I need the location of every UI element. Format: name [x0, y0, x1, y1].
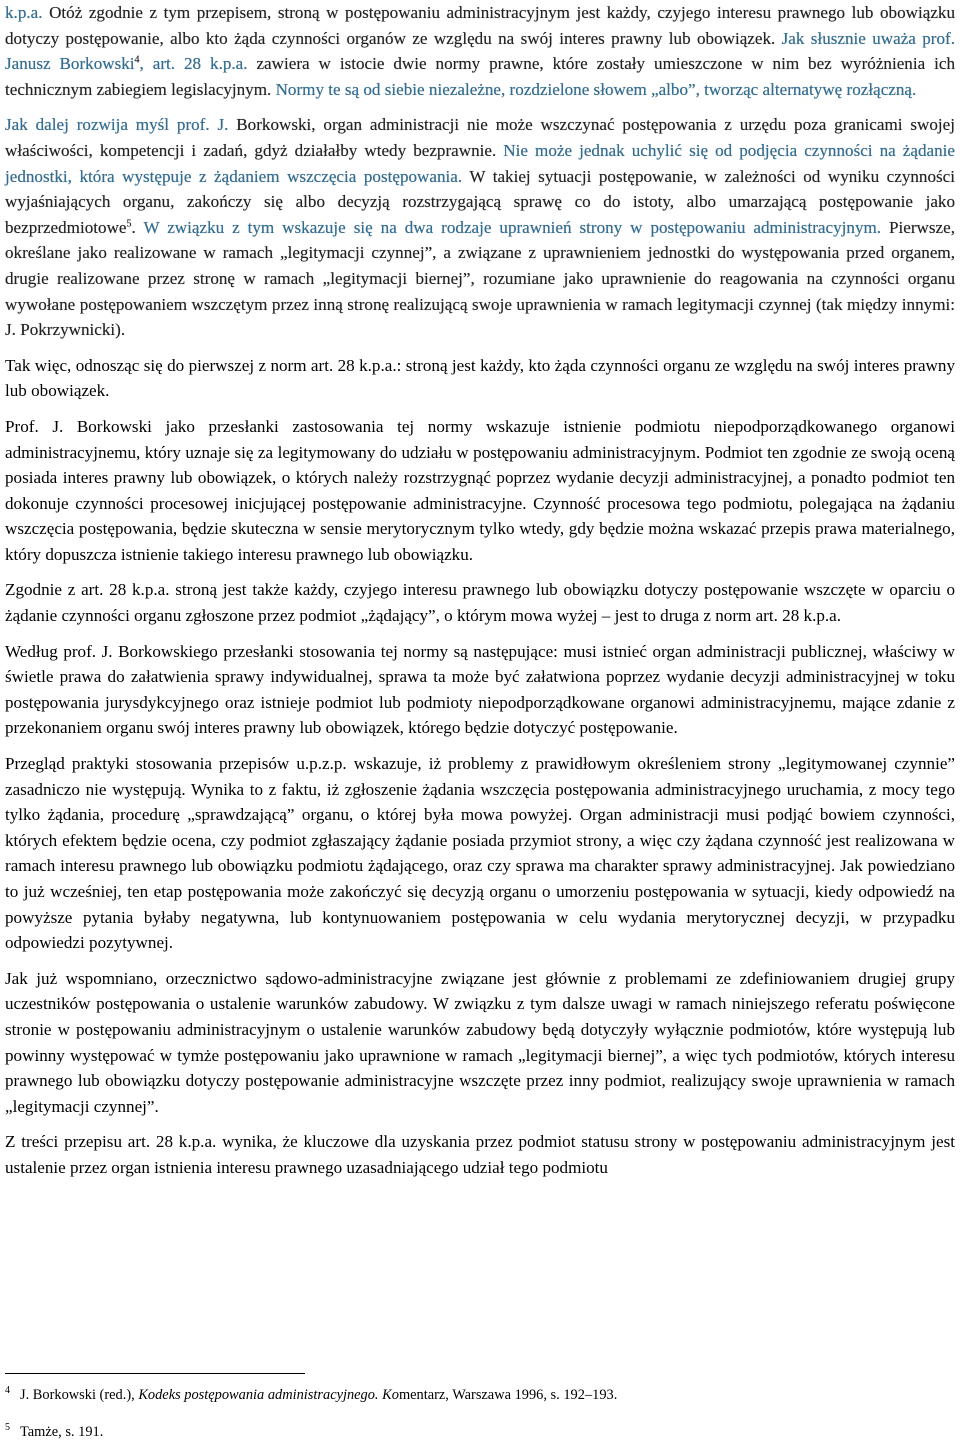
footnote-reference: 5: [126, 218, 132, 230]
footnote-4-title: Kodeks postępowania administracyjnego. Ko: [138, 1387, 399, 1403]
footnote-4-text-after: mentarz, Warszawa 1996, s. 192–193.: [398, 1387, 618, 1403]
paragraph-text: Pierwsze, określane jako realizowane w ramach „legitymacji czynnej”, a związane z uprawnieniem jednostki do występowania przed organem, drugie realizowane przez stronę w ramach „legitymacji biernej”, rozumiane jako uprawnienie do reagowania na czynności organu wywołane postępowaniem wszczętym przez inną stronę realizującą swoje uprawnienia w ramach legitymacji czynnej (tak między innymi: J. Pokrzywnicki).: [5, 217, 955, 340]
paragraph-7: [5, 751, 955, 956]
paragraph-text: Nie może jednak uchylić się od podjęcia czynności na żądanie jednostki, która występuje z żądaniem wszczęcia postępowania.: [5, 140, 955, 186]
paragraph-text: Jak słusznie uważa prof. Janusz Borkowski: [5, 28, 955, 74]
paragraph-text: Tak więc, odnosząc się do pierwszej z norm art. 28 k.p.a.: stroną jest każdy, kto żąda czynności organu ze względu na swój interes prawny lub obowiązek.: [5, 355, 955, 401]
paragraph-text: .: [131, 217, 144, 237]
paragraph-text: Przegląd praktyki stosowania przepisów u.p.z.p. wskazuje, iż problemy z prawidłowym określeniem strony „legitymowanej czynnie” zasadniczo nie występują. Wynika to z faktu, iż zgłoszenie żądania wszczęcia postępowania administracyjnego uruchamia, z mocy tego tylko żądania, procedurę „sprawdzającą” organu, o której była mowa powyżej. Organ administracji musi podjąć bowiem czynności, których efektem będzie ocena, czy podmiot zgłaszający żądanie posiada przymiot strony, a więc czy żądana czynność jest realizowana w ramach interesu prawnego lub obowiązku podmiotu żądającego, oraz czy sprawa ma charakter sprawy administracyjnej. Jak powiedziano to już wcześniej, ten etap postępowania może zakończyć się decyzją organu o umorzeniu postępowania w sytuacji, kiedy odpowiedź na powyższe pytania byłaby negatywna, lub kontynuowaniem postępowania w celu wydania merytorycznej decyzji, w przypadku odpowiedzi pozytywnej.: [5, 754, 955, 953]
footnote-4-text-before: J. Borkowski (red.),: [20, 1387, 139, 1403]
paragraph-text: Zgodnie z art. 28 k.p.a. stroną jest także każdy, czyjego interesu prawnego lub obowiązku dotyczy postępowanie wszczęte w oparciu o żądanie czynności organu zgłoszone przez podmiot „żądający”, o którym mowa wyżej – jest to druga z norm art. 28 k.p.a.: [5, 580, 955, 626]
footnote-5-text: Tamże, s. 191.: [20, 1424, 104, 1440]
paragraph-1: [5, 0, 955, 102]
paragraph-text: zawiera w istocie dwie normy prawne, które zostały umieszczone w nim bez wyróżnienia ich technicznym zabiegiem legislacyjnym.: [5, 54, 956, 99]
paragraph-text: Prof. J. Borkowski jako przesłanki zastosowania tej normy wskazuje istnienie podmiotu niepodporządkowanego organowi administracyjnemu, który uznaje się za legitymowany do udziału w postępowaniu administracyjnym. Podmiot ten zgodnie ze swoją oceną posiada interes prawny lub obowiązek, o których należy rozstrzygnąć poprzez wydanie decyzji administracyjnej, a ponadto podmiot ten dokonuje czynności procesowej inicjującej postępowanie administracyjne. Czynność procesowa tego podmiotu, polegająca na żądaniu wszczęcia postępowania, będzie skuteczna w sensie merytorycznym tylko wtedy, gdy będzie można wskazać przepis prawa materialnego, który dopuszcza istnienie takiego interesu prawnego lub obowiązku.: [5, 416, 955, 564]
paragraph-text: Normy te są od siebie niezależne, rozdzielone słowem „albo”, tworząc alternatywę rozłączną.: [275, 79, 917, 99]
paragraph-4: [5, 414, 955, 568]
paragraph-text: W związku z tym wskazuje się na dwa rodzaje uprawnień strony w postępowaniu administracyjnym.: [143, 217, 890, 237]
footnote-4-number: 4: [5, 1385, 10, 1397]
document-page: [5, 0, 955, 1191]
paragraph-text: Jak już wspomniano, orzecznictwo sądowo-administracyjne związane jest głównie z problemami ze zdefiniowaniem drugiej grupy uczestników postępowania o ustalenie warunków zabudowy. W związku z tym dalsze uwagi w ramach niniejszego referatu poświęcone stronie w postępowaniu administracyjnym o ustalenie warunków zabudowy będą dotyczyły wyłącznie podmiotów, które występują lub powinny występować w tymże postępowaniu jako uprawnione w ramach „legitymacji biernej”, a więc tych podmiotów, których interesu prawnego lub obowiązku dotyczy postępowanie administracyjne wszczęte przez inny podmiot, realizujący swoje uprawnienia w ramach „legitymacji czynnej”.: [5, 968, 955, 1116]
paragraph-5: [5, 577, 955, 628]
paragraph-text: Według prof. J. Borkowskiego przesłanki stosowania tej normy są następujące: musi istnieć organ administracji publicznej, właściwy w świetle prawa do załatwienia sprawy indywidualnej, sprawa ta może być załatwiona poprzez wydanie decyzji administracyjnej w toku postępowania jurysdykcyjnego oraz istnieje podmiot lub podmioty niepodporządkowane organowi administracyjnemu, mające zdanie z przekonaniem organu swój interes prawny lub obowiązek, którego będzie dotyczyć postępowanie.: [5, 641, 955, 738]
footnote-5-number: 5: [5, 1422, 10, 1434]
paragraph-text: Jak dalej rozwija myśl prof. J.: [5, 115, 237, 135]
paragraph-text: W takiej sytuacji postępowanie, w zależności od wyniku czynności wyjaśniających organu, zakończy się albo decyzją rozstrzygającą sprawę co do istoty, albo umarzającą postępowanie jako bezprzedmiotowe: [5, 166, 955, 237]
paragraph-6: [5, 639, 955, 741]
footnote-4: [5, 1385, 617, 1405]
paragraph-8: [5, 966, 955, 1120]
paragraph-2: [5, 112, 955, 342]
paragraph-9: [5, 1129, 955, 1180]
footnote-5: [5, 1422, 103, 1442]
paragraph-text: Borkowski, organ administracji nie może wszczynać postępowania z urzędu poza granicami swojej właściwości, kompetencji i zadań, gdyż działałby wtedy bezprawnie.: [5, 115, 955, 160]
paragraph-3: [5, 353, 955, 404]
paragraph-text: Otóż zgodnie z tym przepisem, stroną w postępowaniu administracyjnym jest każdy, czyjego interesu prawnego lub obowiązku dotyczy postępowanie, albo kto żąda czynności organów ze względu na swój interes prawny lub obowiązek.: [5, 3, 956, 48]
paragraph-text: Z treści przepisu art. 28 k.p.a. wynika, że kluczowe dla uzyskania przez podmiot statusu strony w postępowaniu administracyjnym jest ustalenie przez organ istnienia interesu prawnego uzasadniającego udział tego podmiotu: [5, 1132, 955, 1177]
footnote-separator: [5, 1373, 305, 1374]
footnote-reference: 4: [134, 54, 140, 66]
document-body: [5, 0, 955, 1181]
paragraph-text: k.p.a.: [5, 3, 50, 22]
paragraph-text: , art. 28 k.p.a.: [139, 54, 257, 74]
